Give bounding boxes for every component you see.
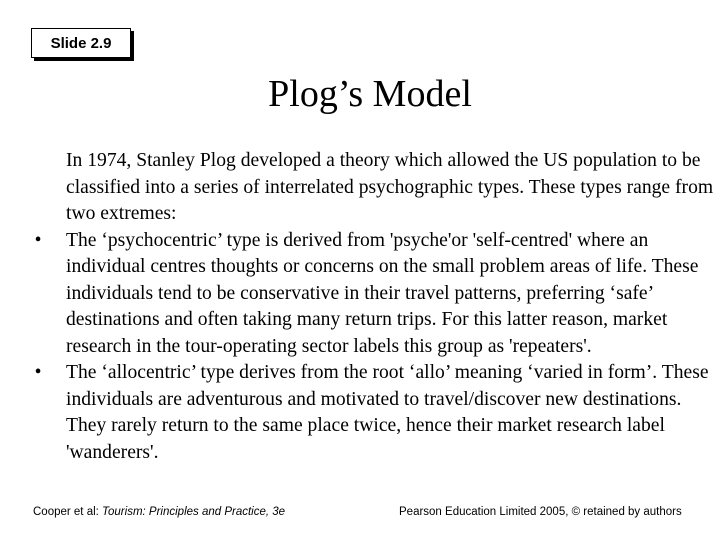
bullet-text: The ‘allocentric’ type derives from the root ‘allo’ meaning ‘varied in form’. These individuals are adventurous and motivated to travel/discover new destinations. They rarely return to the same place twice, hence their market research label 'wanderers'. — [66, 362, 709, 463]
bullet-item-psychocentric — [18, 228, 720, 361]
slide-body — [18, 148, 720, 466]
footer-book-title: Tourism: Principles and Practice, 3e — [102, 506, 286, 518]
bullet-icon: • — [34, 229, 42, 251]
slide-number-badge — [31, 28, 131, 58]
bullet-icon: • — [34, 362, 42, 383]
bullet-item-allocentric — [18, 360, 720, 466]
slide-title-text: Plog’s Model — [268, 73, 472, 115]
intro-text: In 1974, Stanley Plog developed a theory which allowed the US population to be classified into a series of interrelated psychographic types. These types range from two extremes: — [66, 150, 714, 224]
footer-citation-prefix: Cooper et al: — [33, 506, 103, 518]
bullet-text: The ‘psychocentric’ type is derived from 'psyche'or 'self-centred' where an individual centres thoughts or concerns on the small problem areas of life. These individuals tend to be conservative in their travel patterns, preferring ‘safe’ destinations and often taking many return trips. For this latter reason, market research in the tour-operating sector labels this group as 'repeaters'. — [66, 229, 699, 357]
intro-paragraph — [18, 148, 720, 228]
footer-copyright — [399, 506, 682, 518]
slide-title — [0, 70, 728, 118]
footer-citation — [33, 506, 285, 518]
footer-copyright-text: Pearson Education Limited 2005, © retained by authors — [399, 506, 682, 518]
slide-number-label: Slide 2.9 — [50, 34, 112, 52]
